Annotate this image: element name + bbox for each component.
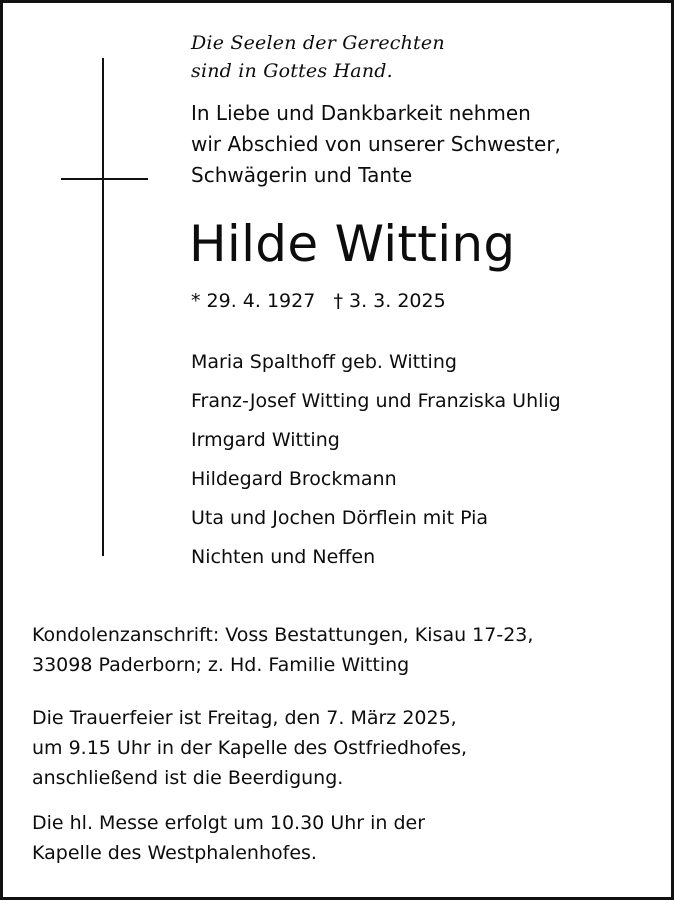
life-dates <box>191 286 661 316</box>
mourners-list <box>191 343 661 577</box>
intro-line: wir Abschied von unserer Schwester, <box>191 132 561 156</box>
mass-info <box>32 808 652 868</box>
verse-line: sind in Gottes Hand. <box>191 60 393 82</box>
funeral-line: anschließend ist die Beerdigung. <box>32 767 344 789</box>
funeral-line: Die Trauerfeier ist Freitag, den 7. März 2025, <box>32 707 457 729</box>
mourner-item: Hildegard Brockmann <box>191 468 397 490</box>
mourner-item: Irmgard Witting <box>191 429 340 451</box>
verse-line: Die Seelen der Gerechten <box>191 32 445 54</box>
deceased-name: Hilde Witting <box>189 215 516 273</box>
cross-icon-vertical <box>102 58 104 556</box>
mourner-item: Uta und Jochen Dörflein mit Pia <box>191 507 489 529</box>
funeral-info <box>32 703 652 793</box>
mourner-item: Franz-Josef Witting und Franziska Uhlig <box>191 390 561 412</box>
mourner-item: Maria Spalthoff geb. Witting <box>191 351 457 373</box>
intro-text <box>191 98 661 191</box>
condolence-line: 33098 Paderborn; z. Hd. Familie Witting <box>32 654 410 676</box>
mass-line: Die hl. Messe erfolgt um 10.30 Uhr in der <box>32 812 426 834</box>
intro-line: In Liebe und Dankbarkeit nehmen <box>191 101 531 125</box>
bible-verse <box>191 29 651 85</box>
intro-line: Schwägerin und Tante <box>191 163 413 187</box>
mourner-item: Nichten und Neffen <box>191 546 376 568</box>
condolence-address <box>32 620 652 680</box>
funeral-line: um 9.15 Uhr in der Kapelle des Ostfriedhofes, <box>32 737 468 759</box>
birth-date: * 29. 4. 1927 <box>191 290 316 312</box>
condolence-line: Kondolenzanschrift: Voss Bestattungen, Kisau 17-23, <box>32 624 534 646</box>
cross-icon-horizontal <box>61 178 148 180</box>
mass-line: Kapelle des Westphalenhofes. <box>32 842 317 864</box>
death-date: † 3. 3. 2025 <box>333 290 446 312</box>
